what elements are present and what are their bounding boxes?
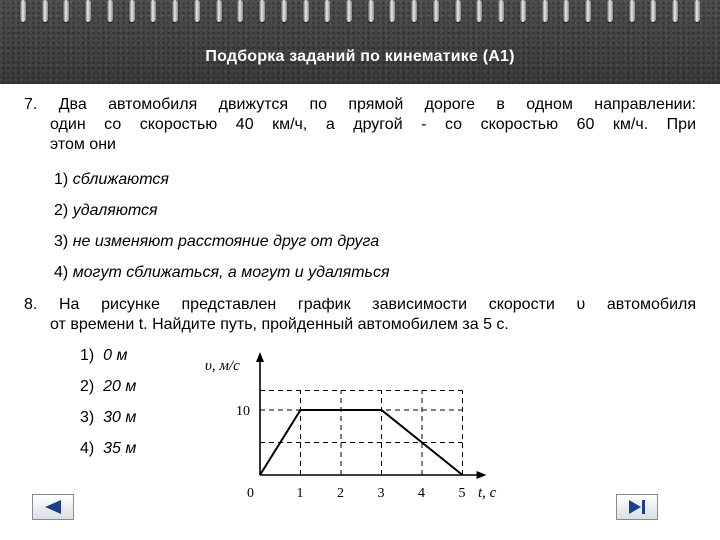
x-tick-label: 1	[296, 486, 304, 501]
y-axis-arrow	[256, 352, 264, 362]
option-text: сближаются	[72, 171, 169, 188]
answer-text: 0 м	[103, 347, 128, 364]
option-number: 1)	[54, 171, 69, 188]
ring-icon	[216, 0, 222, 22]
question-7-line-1: 7. Два автомобиля движутся по прямой дороге в одном направлении:	[24, 96, 696, 113]
ring-icon	[455, 0, 461, 22]
question-8-line-1: 8. На рисунке представлен график зависимости скорости υ автомобиля	[24, 296, 696, 313]
question-8	[24, 295, 696, 335]
ring-icon	[650, 0, 656, 22]
ring-icon	[129, 0, 135, 22]
option-text: могут сближаться, а могут и удаляться	[72, 264, 390, 281]
question-7-line-2: один со скоростью 40 км/ч, а другой - со скоростью 60 км/ч. При	[50, 116, 696, 133]
ring-icon	[433, 0, 439, 22]
triangle-left-icon	[42, 498, 64, 516]
ring-icon	[237, 0, 243, 22]
ring-icon	[107, 0, 113, 22]
option-text: удаляются	[72, 202, 158, 219]
q7-option-4[interactable]	[54, 264, 390, 282]
previous-slide-button[interactable]	[32, 494, 74, 520]
answer-text: 35 м	[103, 440, 137, 457]
x-tick-label: 4	[418, 486, 425, 501]
ring-icon	[42, 0, 48, 22]
q8-answer-1[interactable]	[80, 347, 127, 365]
q7-option-2[interactable]	[54, 202, 158, 220]
ring-icon	[346, 0, 352, 22]
ring-icon	[194, 0, 200, 22]
ring-icon	[389, 0, 395, 22]
tick-labels	[236, 404, 466, 501]
ring-icon	[324, 0, 330, 22]
option-number: 3)	[54, 233, 69, 250]
answer-number: 3)	[80, 409, 95, 426]
option-number: 4)	[54, 264, 69, 281]
answer-text: 30 м	[103, 409, 137, 426]
binder-rings	[0, 0, 720, 24]
grid	[260, 391, 463, 476]
slide-header	[0, 0, 720, 84]
x-axis-arrow	[477, 471, 487, 479]
option-text: не изменяют расстояние друг от друга	[72, 233, 380, 250]
slide-title: Подборка заданий по кинематике (А1)	[205, 48, 515, 65]
y-tick-label: 10	[236, 404, 250, 419]
ring-icon	[411, 0, 417, 22]
axes	[256, 352, 487, 479]
ring-icon	[476, 0, 482, 22]
ring-icon	[629, 0, 635, 22]
ring-icon	[281, 0, 287, 22]
question-7-line-3: этом они	[50, 136, 116, 153]
skip-next-icon	[626, 498, 648, 516]
next-slide-button[interactable]	[616, 494, 658, 520]
ring-icon	[498, 0, 504, 22]
x-tick-label: 0	[247, 486, 254, 501]
ring-icon	[542, 0, 548, 22]
ring-icon	[259, 0, 265, 22]
x-tick-label: 2	[337, 486, 344, 501]
x-tick-label: 3	[377, 486, 385, 501]
x-axis-label: t, c	[478, 485, 497, 501]
question-7	[24, 95, 696, 155]
option-number: 2)	[54, 202, 69, 219]
velocity-time-graph	[195, 350, 525, 520]
q7-option-1[interactable]	[54, 171, 169, 189]
ring-icon	[672, 0, 678, 22]
q7-option-3[interactable]	[54, 233, 379, 251]
answer-number: 2)	[80, 378, 95, 395]
ring-icon	[172, 0, 178, 22]
q8-answer-4[interactable]	[80, 440, 136, 458]
q8-answer-3[interactable]	[80, 409, 136, 427]
ring-icon	[520, 0, 526, 22]
ring-icon	[607, 0, 613, 22]
ring-icon	[563, 0, 569, 22]
answer-number: 1)	[80, 347, 95, 364]
question-8-line-2: от времени t. Найдите путь, пройденный автомобилем за 5 с.	[50, 316, 509, 333]
q8-answer-2[interactable]	[80, 378, 136, 396]
ring-icon	[368, 0, 374, 22]
ring-icon	[694, 0, 700, 22]
answer-number: 4)	[80, 440, 95, 457]
y-axis-label: υ, м/с	[205, 358, 240, 374]
ring-icon	[20, 0, 26, 22]
ring-icon	[150, 0, 156, 22]
ring-icon	[585, 0, 591, 22]
ring-icon	[85, 0, 91, 22]
ring-icon	[303, 0, 309, 22]
ring-icon	[63, 0, 69, 22]
answer-text: 20 м	[103, 378, 137, 395]
x-tick-label: 5	[458, 486, 466, 501]
